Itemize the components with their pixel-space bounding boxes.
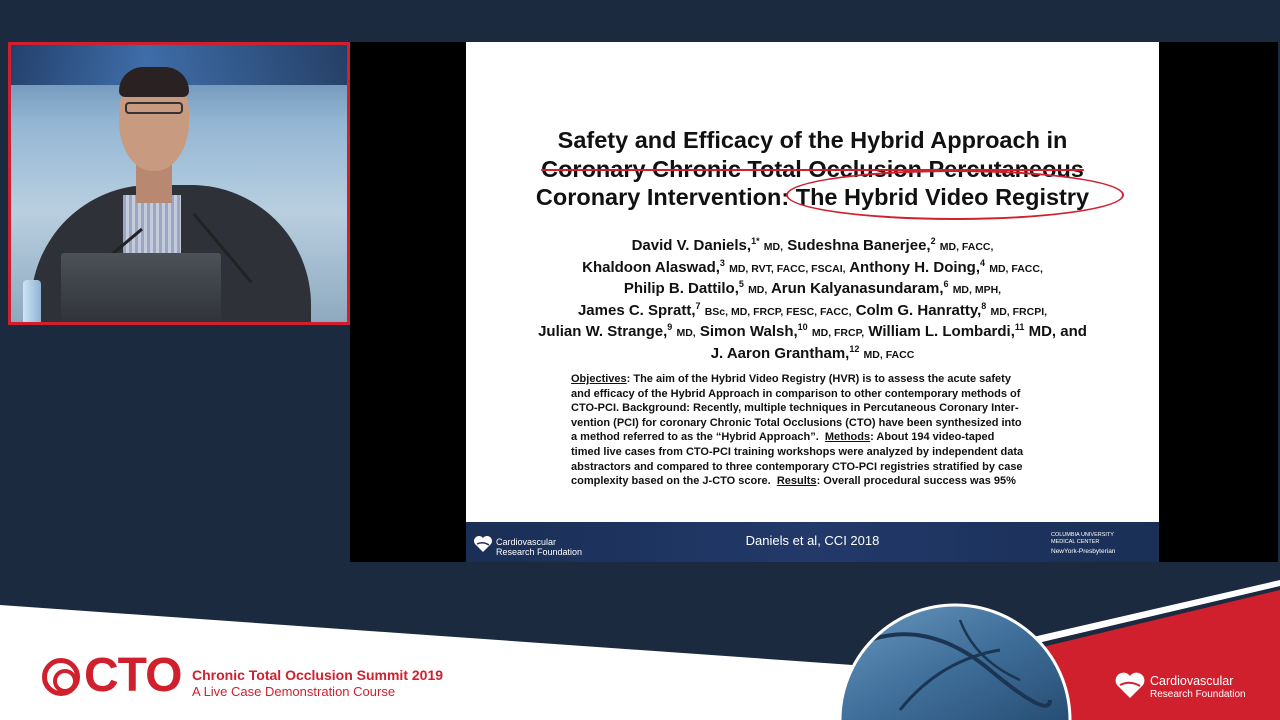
affiliation-number: 2 bbox=[930, 236, 936, 246]
author-name: Arun Kalyanasundaram, bbox=[770, 280, 944, 297]
affiliation-number: 1* bbox=[751, 236, 760, 246]
abstract-line: vention (PCI) for coronary Chronic Total Occlusions (CTO) have been synthesized into bbox=[571, 416, 1022, 429]
crf-banner-text bbox=[1150, 675, 1246, 701]
author-degree: MD, FACC bbox=[863, 348, 915, 361]
author-line bbox=[486, 236, 1139, 258]
author-line bbox=[486, 258, 1139, 280]
author-degree: MD, FRCP, bbox=[811, 327, 865, 339]
red-ellipse-annotation bbox=[786, 170, 1124, 220]
slide-footer bbox=[466, 522, 1159, 562]
author-line bbox=[486, 301, 1139, 323]
author-degree: MD, bbox=[763, 241, 784, 253]
author-degree: MD, and bbox=[1028, 323, 1087, 340]
affiliation-number: 9 bbox=[667, 322, 673, 332]
affiliation-number: 3 bbox=[719, 257, 725, 268]
affiliation-number: 6 bbox=[943, 279, 949, 289]
title-line: Safety and Efficacy of the Hybrid Approach in bbox=[557, 127, 1068, 153]
author-name: Colm G. Hanratty, bbox=[855, 301, 982, 319]
abstract-fragment: : About 194 video-taped bbox=[870, 431, 995, 444]
author-name: William L. Lombardi, bbox=[868, 323, 1015, 340]
abstract-fragment: complexity based on the J-CTO score. bbox=[571, 475, 771, 488]
summit-title: Chronic Total Occlusion Summit 2019 bbox=[192, 667, 444, 683]
author-name: Khaldoon Alaswad, bbox=[582, 258, 720, 276]
author-name: Julian W. Strange, bbox=[538, 323, 668, 340]
author-name: Philip B. Dattilo, bbox=[623, 280, 739, 297]
heart-logo-icon bbox=[1114, 671, 1146, 699]
author-degree: MD, RVT, FACC, FSCAI, bbox=[729, 262, 846, 275]
author-name: Anthony H. Doing, bbox=[849, 258, 981, 276]
results-label: Results bbox=[776, 475, 817, 488]
abstract-line bbox=[571, 372, 1051, 387]
citation: Daniels et al, CCI 2018 bbox=[745, 533, 880, 548]
author-name: J. Aaron Grantham, bbox=[710, 344, 850, 362]
author-name: Simon Walsh, bbox=[699, 323, 798, 340]
presentation-slide bbox=[466, 42, 1159, 562]
affiliation-number: 10 bbox=[797, 322, 808, 332]
abstract-fragment: : The aim of the Hybrid Video Registry (HVR) is to assess the acute safety bbox=[626, 373, 1011, 385]
affiliation-number: 12 bbox=[849, 343, 860, 354]
author-name: James C. Spratt, bbox=[577, 301, 696, 319]
title-highlight: The Hybrid Video Registry bbox=[795, 184, 1090, 210]
author-line bbox=[486, 279, 1139, 301]
speaker-video bbox=[8, 42, 350, 325]
author-degree: MD, bbox=[676, 327, 696, 339]
methods-label: Methods bbox=[824, 431, 871, 444]
affiliation-number: 5 bbox=[738, 279, 744, 289]
author-degree: MD, FRCPI, bbox=[990, 305, 1048, 318]
cu-line: COLUMBIA UNIVERSITY bbox=[1051, 532, 1114, 538]
author-degree: BSc, MD, FRCP, FESC, FACC, bbox=[704, 305, 852, 318]
author-name: Sudeshna Banerjee, bbox=[787, 237, 931, 254]
abstract-line bbox=[571, 474, 1051, 489]
author-degree: MD, FACC, bbox=[939, 241, 994, 253]
objectives-label: Objectives bbox=[571, 373, 627, 385]
author-name: David V. Daniels, bbox=[631, 237, 752, 254]
speaker-glasses bbox=[125, 102, 183, 114]
author-line bbox=[486, 344, 1139, 366]
cto-ring-logo-icon bbox=[42, 658, 80, 696]
affiliation-number: 8 bbox=[981, 300, 987, 311]
author-line bbox=[486, 322, 1139, 344]
crf-line: Cardiovascular bbox=[1150, 674, 1234, 688]
abstract-fragment: a method referred to as the “Hybrid Approach”. bbox=[571, 431, 819, 444]
author-degree: MD, bbox=[748, 284, 768, 296]
water-bottle bbox=[23, 280, 41, 325]
affiliation-number: 11 bbox=[1014, 322, 1025, 332]
title-line: Coronary Chronic Total Occlusion Percutaneous bbox=[541, 155, 1084, 182]
author-degree: MD, FACC, bbox=[989, 262, 1043, 275]
abstract-line: and efficacy of the Hybrid Approach in comparison to other contemporary methods of bbox=[571, 387, 1021, 400]
cu-line: MEDICAL CENTER bbox=[1051, 539, 1100, 545]
podium-laptop bbox=[61, 253, 221, 325]
abstract-line: timed live cases from CTO-PCI training workshops were analyzed by independent data bbox=[571, 445, 1024, 458]
author-list bbox=[486, 236, 1139, 365]
abstract-fragment: : Overall procedural success was 95% bbox=[816, 475, 1016, 488]
columbia-logo bbox=[1051, 532, 1151, 555]
affiliation-number: 4 bbox=[980, 257, 986, 268]
summit-subtitle: A Live Case Demonstration Course bbox=[192, 684, 396, 699]
cto-logo-text: CTO bbox=[84, 649, 182, 702]
crf-line: Cardiovascular bbox=[496, 537, 557, 547]
abstract-text bbox=[571, 372, 1051, 489]
abstract-line: abstractors and compared to three contemporary CTO-PCI registries stratified by case bbox=[571, 460, 1023, 473]
affiliation-number: 7 bbox=[695, 300, 701, 311]
speaker-hair bbox=[119, 67, 189, 97]
crf-line: Research Foundation bbox=[496, 547, 583, 557]
abstract-line: CTO-PCI. Background: Recently, multiple techniques in Percutaneous Coronary Inter- bbox=[571, 402, 1019, 415]
crf-line: Research Foundation bbox=[1150, 689, 1246, 700]
author-degree: MD, MPH, bbox=[952, 284, 1002, 296]
abstract-line bbox=[571, 430, 1051, 445]
title-fragment: Coronary Intervention: bbox=[535, 184, 790, 210]
newyork-presbyterian-text: NewYork-Presbyterian bbox=[1051, 548, 1116, 555]
